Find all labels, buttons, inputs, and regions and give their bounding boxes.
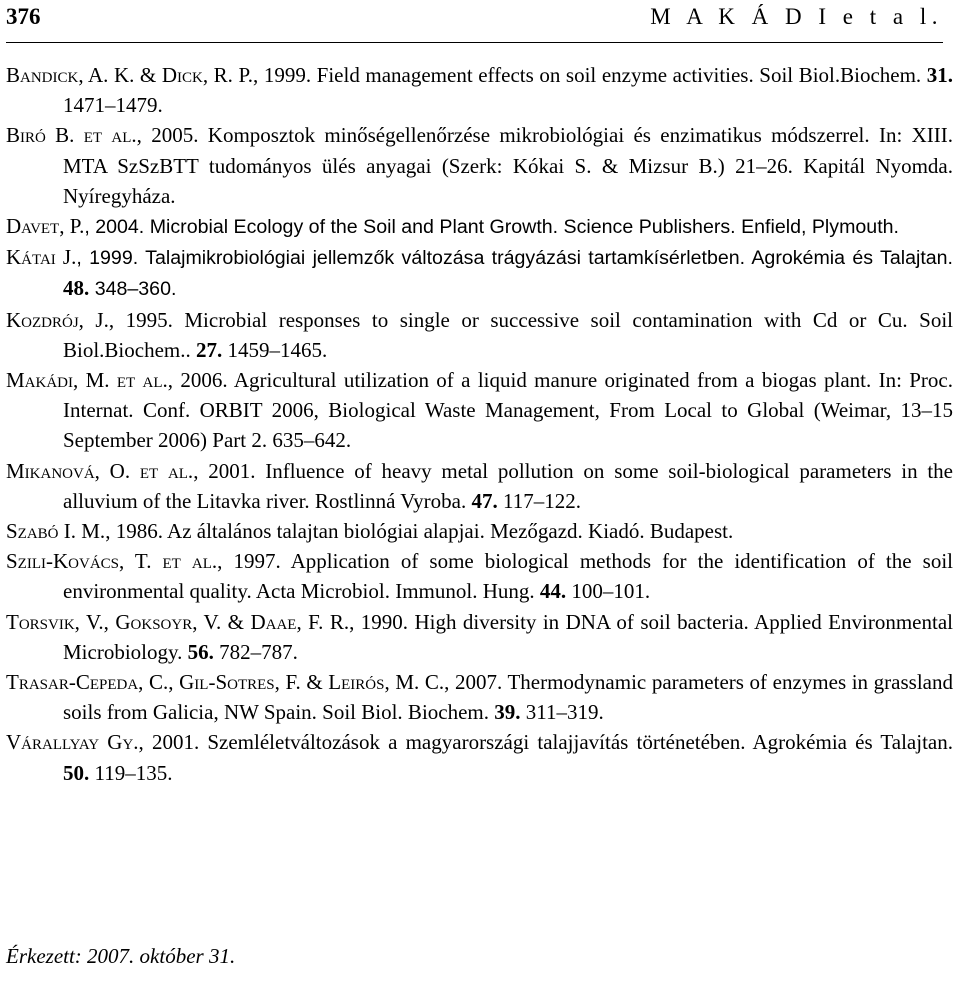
reference-author: Bandick, A. K. & Dick, R. P. (6, 63, 254, 87)
reference-item (6, 120, 953, 211)
reference-list (6, 60, 953, 788)
running-head: M A K Á D I e t a l. (650, 4, 943, 29)
reference-volume: 39. (494, 700, 521, 725)
reference-author: Makádi, M. et al. (6, 368, 168, 393)
reference-pages: 782–787. (213, 639, 298, 664)
reference-author: Trasar-Cepeda, C., Gil-Sotres, F. & Leirós, M. C. (6, 670, 445, 695)
reference-author: Kátai J. (6, 245, 77, 270)
reference-author: Várallyay Gy. (6, 730, 139, 755)
reference-item (6, 211, 953, 242)
reference-pages: 311–319. (520, 700, 604, 725)
reference-author: Davet, P. (6, 214, 85, 239)
received-date: Érkezett: 2007. október 31. (6, 944, 236, 968)
reference-item (6, 365, 953, 456)
reference-author: Torsvik, V., Goksoyr, V. & Daae, F. R. (6, 609, 350, 634)
reference-volume: 48. (63, 276, 90, 301)
reference-item (6, 456, 953, 516)
reference-pages: 117–122. (497, 488, 581, 513)
reference-volume: 47. (471, 488, 498, 513)
reference-text: , 1999. Talajmikrobiológiai jellemzők változása trágyázási tartamkísérletben. Agrokémia és Talajtan. (76, 247, 954, 270)
reference-item (6, 242, 953, 304)
reference-author: Szabó I. M. (6, 519, 106, 544)
reference-item (6, 727, 953, 787)
reference-volume: 56. (187, 639, 214, 664)
reference-author: Kozdrój, J. (6, 307, 109, 332)
reference-author: Mikanová, O. et al. (6, 458, 194, 483)
reference-item (6, 516, 953, 546)
reference-pages: 348–360. (89, 278, 177, 301)
reference-pages: 119–135. (89, 760, 173, 785)
reference-text: , 1995. Microbial responses to single or successive soil contamination with Cd or Cu. Soil Biol.Biochem.. (63, 307, 953, 362)
reference-item (6, 667, 953, 727)
reference-text: , 1999. Field management effects on soil enzyme activities. Soil Biol.Biochem. (253, 63, 927, 87)
reference-volume: 44. (539, 579, 567, 604)
reference-volume: 27. (196, 337, 223, 362)
reference-text: , 1990. High diversity in DNA of soil bacteria. Applied Environmental Microbiology. (63, 609, 953, 664)
reference-volume: 31. (926, 63, 953, 87)
reference-item (6, 607, 953, 667)
reference-text: , 2001. Szemléletváltozások a magyarországi talajjavítás történetében. Agrokémia és Talajtan. (138, 730, 953, 755)
reference-text: , 2005. Komposztok minőségellenőrzése mikrobiológiai és enzimatikus módszerrel. In: XIII. MTA SzSzBTT tudományos ülés anyagai (Szerk: Kókai S. & Mizsur B.) 21–26. Kapitál Nyomda. Nyíregyháza. (63, 123, 954, 208)
reference-volume: 50. (63, 760, 90, 785)
reference-item (6, 60, 953, 120)
reference-author: Szili-Kovács, T. et al. (6, 549, 218, 574)
page-header (6, 0, 943, 43)
reference-text: , 2004. Microbial Ecology of the Soil and Plant Growth. Science Publishers. Enfield, Plymouth. (84, 216, 899, 239)
reference-item (6, 305, 953, 365)
reference-pages: 100–101. (566, 579, 651, 604)
reference-text: , 2006. Agricultural utilization of a liquid manure originated from a biogas plant. In: Proc. Internat. Conf. ORBIT 2006, Biological Waste Management, From Local to Global (Weimar, 13–15 September 2006) Part 2. 635–642. (63, 368, 953, 453)
reference-item (6, 546, 953, 606)
reference-text: , 1997. Application of some biological methods for the identification of the soil environmental quality. Acta Microbiol. Immunol. Hung. (63, 549, 953, 604)
reference-pages: 1471–1479. (63, 93, 163, 118)
reference-text: , 2007. Thermodynamic parameters of enzymes in grassland soils from Galicia, NW Spain. Soil Biol. Biochem. (63, 670, 953, 725)
page-number: 376 (6, 4, 41, 29)
reference-text: , 2001. Influence of heavy metal pollution on some soil-biological parameters in the alluvium of the Litavka river. Rostlinná Vyroba. (63, 458, 953, 513)
reference-text: , 1986. Az általános talajtan biológiai alapjai. Mezőgazd. Kiadó. Budapest. (105, 519, 734, 544)
reference-author: Biró B. et al. (6, 123, 137, 148)
reference-pages: 1459–1465. (222, 337, 328, 362)
